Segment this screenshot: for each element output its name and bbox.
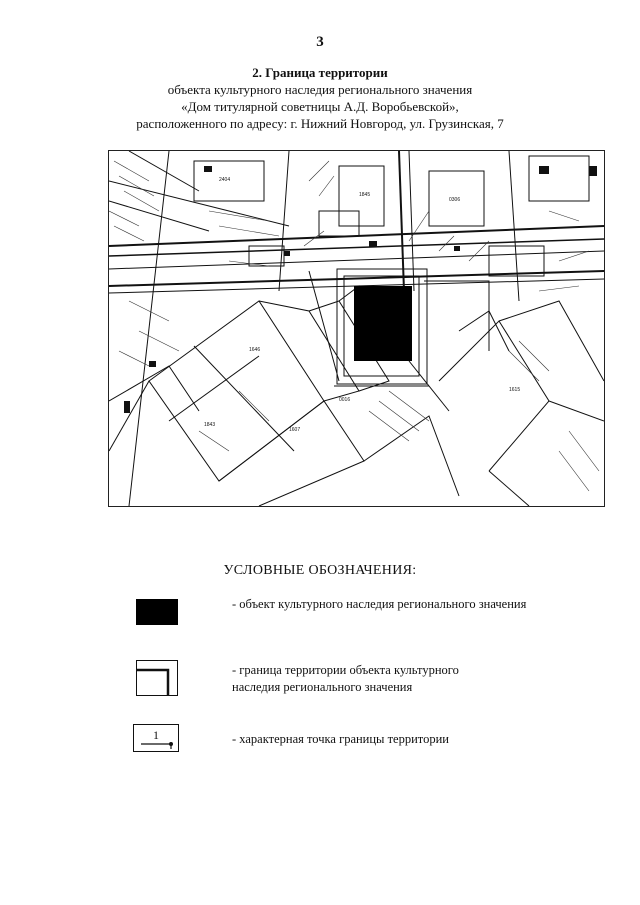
boundary-point-label: 1 [153,728,159,742]
svg-text:1845: 1845 [359,192,371,198]
map-drawing [109,151,604,506]
heading-line-1: объекта культурного наследия регионального значения [167,82,473,97]
black-rectangle-icon [136,599,178,625]
legend-text-object: - объект культурного наследия регионального значения [232,597,527,611]
cadastral-map [108,150,605,507]
section-title: 2. Граница территории [252,65,388,80]
boundary-line-icon [136,660,178,696]
page-number: 3 [316,34,324,50]
heading-line-3: расположенного по адресу: г. Нижний Новгород, ул. Грузинская, 7 [136,116,504,131]
svg-text:1843: 1843 [204,422,216,428]
svg-text:1607: 1607 [289,427,301,433]
svg-text:0306: 0306 [449,197,461,203]
heritage-object-building [354,286,412,361]
legend-text-boundary: - граница территории объекта культурного наследия регионального значения [232,663,459,694]
svg-text:1646: 1646 [249,347,261,353]
svg-text:1615: 1615 [509,387,521,393]
boundary-point-icon [133,724,179,752]
document-heading [0,64,640,132]
legend-text-point: - характерная точка границы территории [232,732,449,746]
heading-line-2: «Дом титулярной советницы А.Д. Воробьевской», [181,99,459,114]
legend-title: УСЛОВНЫЕ ОБОЗНАЧЕНИЯ: [223,563,417,578]
svg-text:0016: 0016 [339,397,351,403]
svg-text:2404: 2404 [219,177,231,183]
